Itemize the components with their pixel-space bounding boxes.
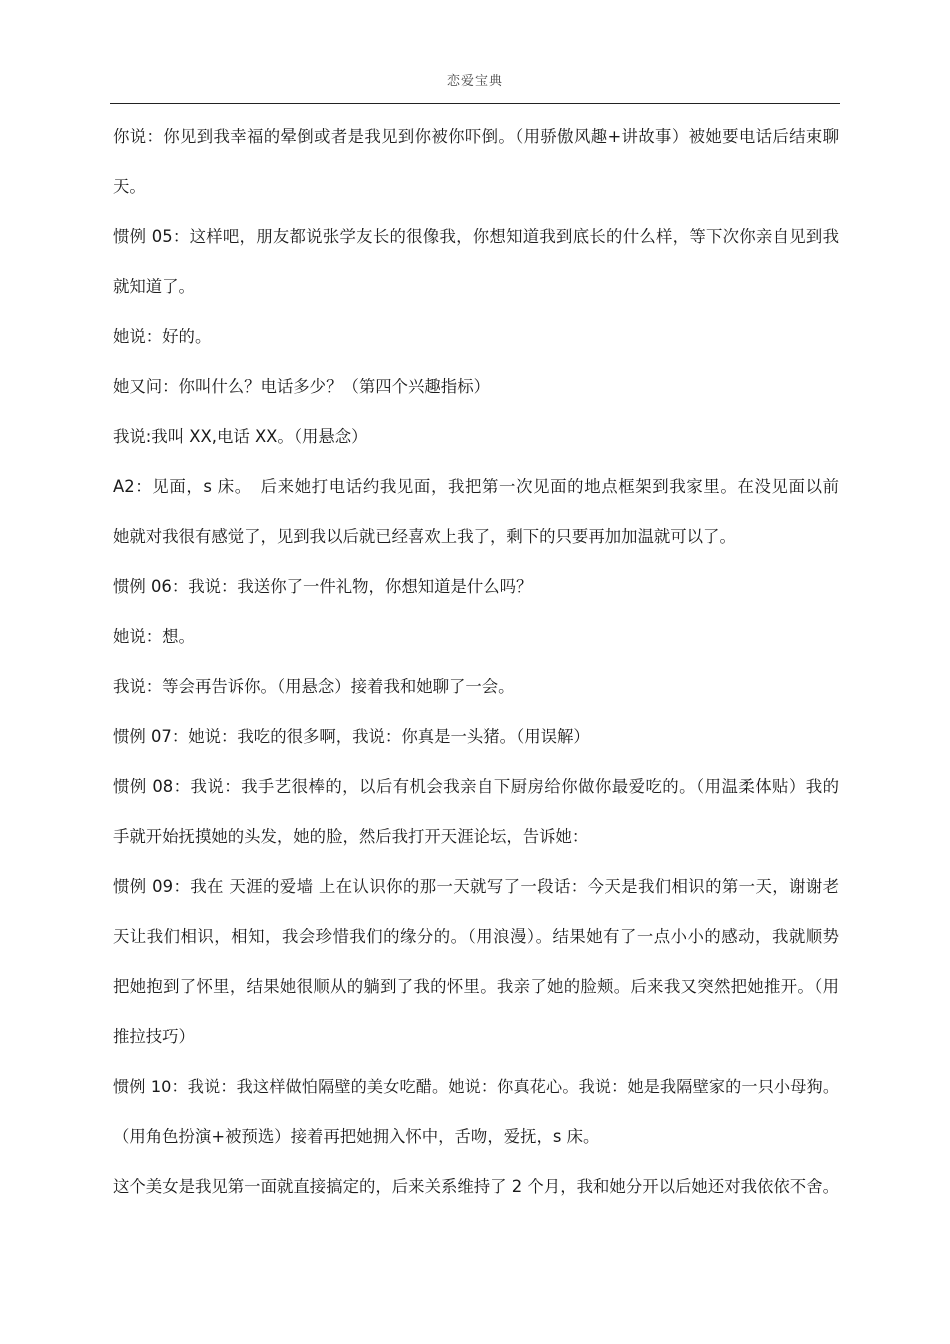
- page-header-title: 恋爱宝典: [446, 74, 503, 89]
- text-line: 惯例 08：我说：我手艺很棒的，以后有机会我亲自下厨房给你做你最爱吃的。（用温柔体贴）我的: [113, 777, 839, 796]
- text-line: 天让我们相识，相知，我会珍惜我们的缘分的。（用浪漫）。结果她有了一点小小的感动，我就顺势: [113, 927, 839, 946]
- header-divider: [110, 103, 840, 104]
- text-line: 她又问：你叫什么？电话多少？（第四个兴趣指标）: [113, 377, 490, 396]
- text-line: 我说:我叫 XX,电话 XX。（用悬念）: [113, 427, 368, 446]
- text-line: 惯例 06：我说：我送你了一件礼物，你想知道是什么吗？: [113, 577, 533, 596]
- text-line: 惯例 05：这样吧，朋友都说张学友长的很像我，你想知道我到底长的什么样，等下次你亲自见到我: [113, 227, 839, 246]
- text-line: 天。: [113, 177, 146, 196]
- text-line: A2：见面，s 床。 后来她打电话约我见面，我把第一次见面的地点框架到我家里。在没见面以前: [113, 477, 839, 496]
- text-line: （用角色扮演+被预选）接着再把她拥入怀中，舌吻，爱抚，s 床。: [113, 1127, 600, 1146]
- text-line: 把她抱到了怀里，结果她很顺从的躺到了我的怀里。我亲了她的脸颊。后来我又突然把她推开。（用: [113, 977, 839, 996]
- text-line: 就知道了。: [113, 277, 195, 296]
- text-line: 惯例 07：她说：我吃的很多啊，我说：你真是一头猪。（用误解）: [113, 727, 590, 746]
- text-line: 推拉技巧）: [113, 1027, 195, 1046]
- text-line: 这个美女是我见第一面就直接搞定的，后来关系维持了 2 个月，我和她分开以后她还对我依依不舍。: [113, 1177, 839, 1196]
- text-line: 我说：等会再告诉你。（用悬念）接着我和她聊了一会。: [113, 677, 515, 696]
- text-line: 你说：你见到我幸福的晕倒或者是我见到你被你吓倒。（用骄傲风趣+讲故事）被她要电话后结束聊: [113, 127, 839, 146]
- text-line: 手就开始抚摸她的头发，她的脸，然后我打开天涯论坛，告诉她：: [113, 827, 589, 846]
- document-body: [113, 122, 839, 1222]
- text-line: 她就对我很有感觉了，见到我以后就已经喜欢上我了，剩下的只要再加加温就可以了。: [113, 527, 736, 546]
- text-line: 惯例 10：我说：我这样做怕隔壁的美女吃醋。她说：你真花心。我说：她是我隔壁家的一只小母狗。: [113, 1077, 839, 1096]
- text-line: 惯例 09：我在 天涯的爱墙 上在认识你的那一天就写了一段话：今天是我们相识的第一天，谢谢老: [113, 877, 839, 896]
- text-line: 她说：想。: [113, 627, 195, 646]
- text-line: 她说：好的。: [113, 327, 212, 346]
